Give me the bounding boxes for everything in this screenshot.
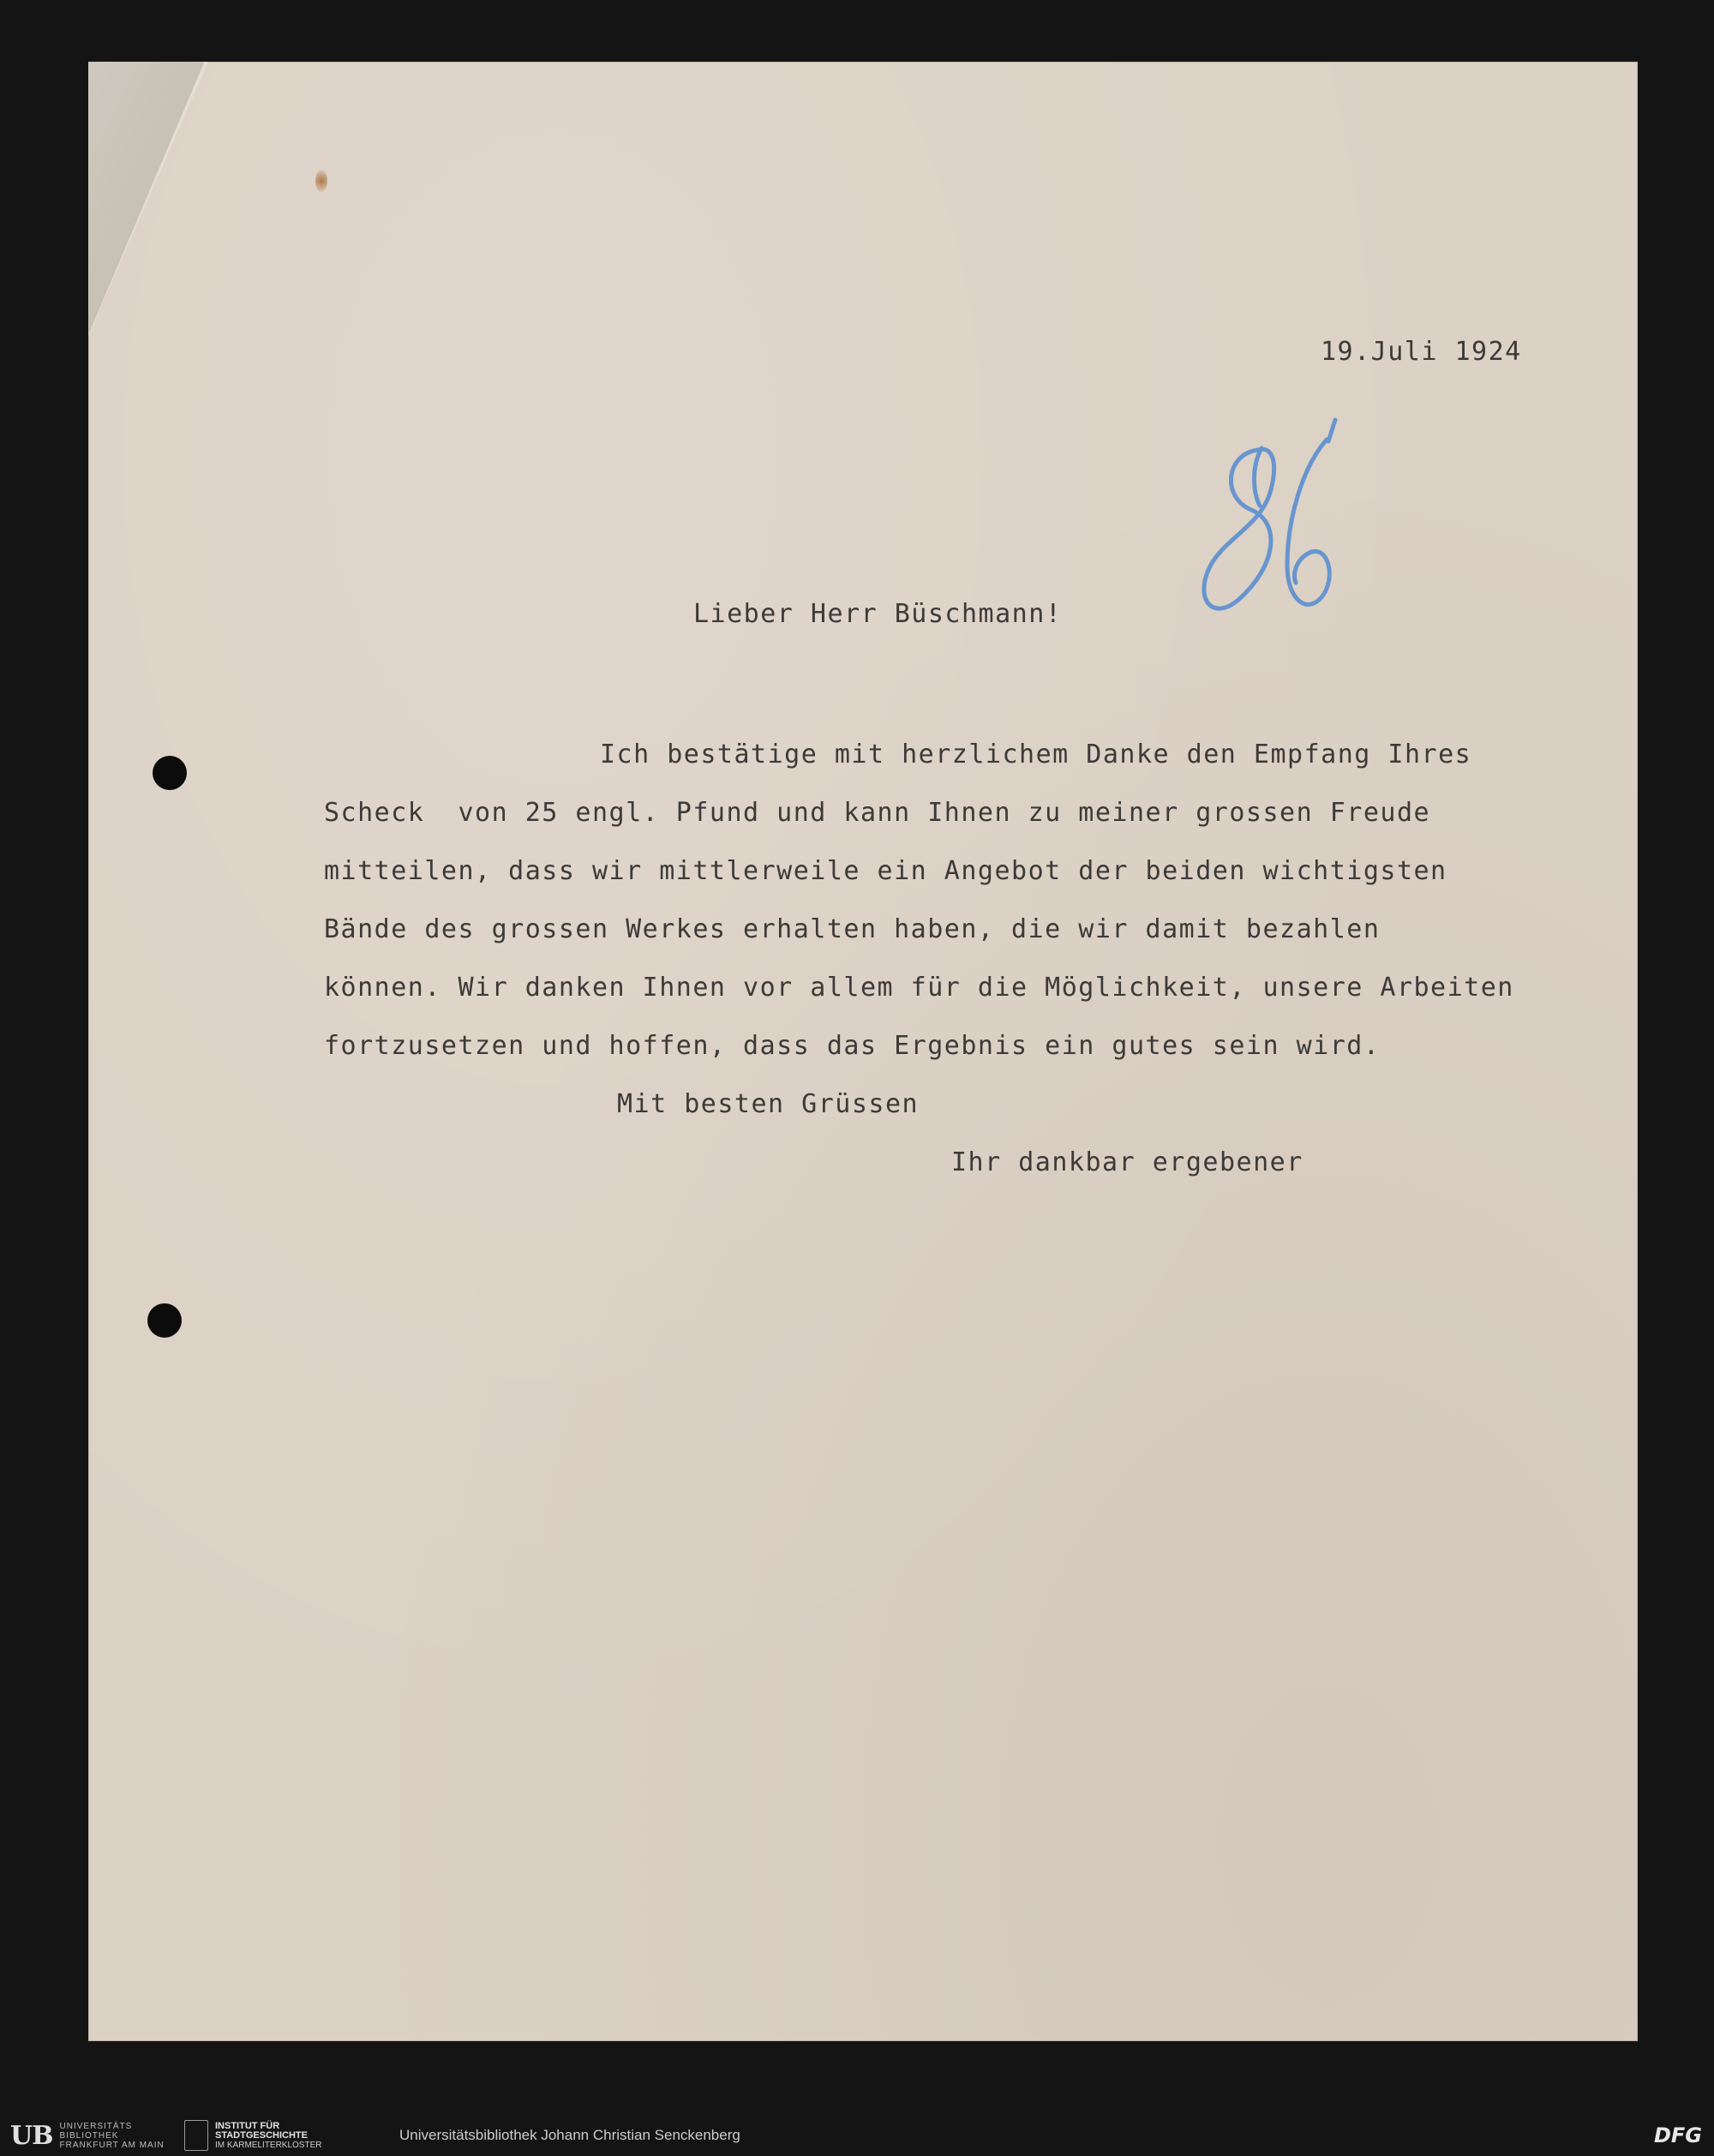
body-line-4: Bände des grossen Werkes erhalten haben, die wir damit bezahlen xyxy=(324,914,1381,944)
viewer-footer xyxy=(0,2115,1714,2156)
body-line-2: Scheck von 25 engl. Pfund und kann Ihnen zu meiner grossen Freude xyxy=(324,798,1431,828)
paper-stain xyxy=(315,170,327,192)
institut-logo-text xyxy=(215,2122,321,2150)
institut-line-3: IM KARMELITERKLOSTER xyxy=(215,2140,322,2150)
ub-logo-line-2: BIBLIOTHEK xyxy=(59,2130,119,2141)
institut-logo[interactable] xyxy=(184,2120,321,2151)
ub-logo-mark: UB xyxy=(10,2120,53,2151)
ub-logo-line-1: UNIVERSITÄTS xyxy=(59,2121,133,2131)
body-line-6: fortzusetzen und hoffen, dass das Ergebnis ein gutes sein wird. xyxy=(324,1031,1381,1061)
letter-closing: Mit besten Grüssen xyxy=(617,1089,920,1119)
body-line-1: Ich bestätige mit herzlichem Danke den Empfang Ihres xyxy=(600,740,1472,770)
ub-logo-text xyxy=(60,2122,165,2150)
dfg-logo[interactable]: DFG xyxy=(1653,2123,1702,2147)
institut-line-1: INSTITUT FÜR xyxy=(215,2120,280,2131)
ub-logo-line-3: FRANKFURT AM MAIN xyxy=(59,2140,165,2150)
footer-caption: Universitätsbibliothek Johann Christian Senckenberg xyxy=(399,2127,740,2143)
punch-hole-top xyxy=(153,756,187,790)
ub-logo[interactable] xyxy=(10,2120,165,2151)
handwritten-folio-number xyxy=(1191,416,1354,638)
letter-date: 19.Juli 1924 xyxy=(1321,337,1522,367)
institut-line-2: STADTGESCHICHTE xyxy=(215,2129,308,2141)
body-line-5: können. Wir danken Ihnen vor allem für die Möglichkeit, unsere Arbeiten xyxy=(324,973,1514,1003)
institut-emblem-icon xyxy=(184,2120,208,2151)
letter-signature-line: Ihr dankbar ergebener xyxy=(951,1147,1303,1177)
letter-salutation: Lieber Herr Büschmann! xyxy=(693,599,1063,629)
punch-hole-bottom xyxy=(147,1303,182,1338)
body-line-3: mitteilen, dass wir mittlerweile ein Angebot der beiden wichtigsten xyxy=(324,856,1447,886)
